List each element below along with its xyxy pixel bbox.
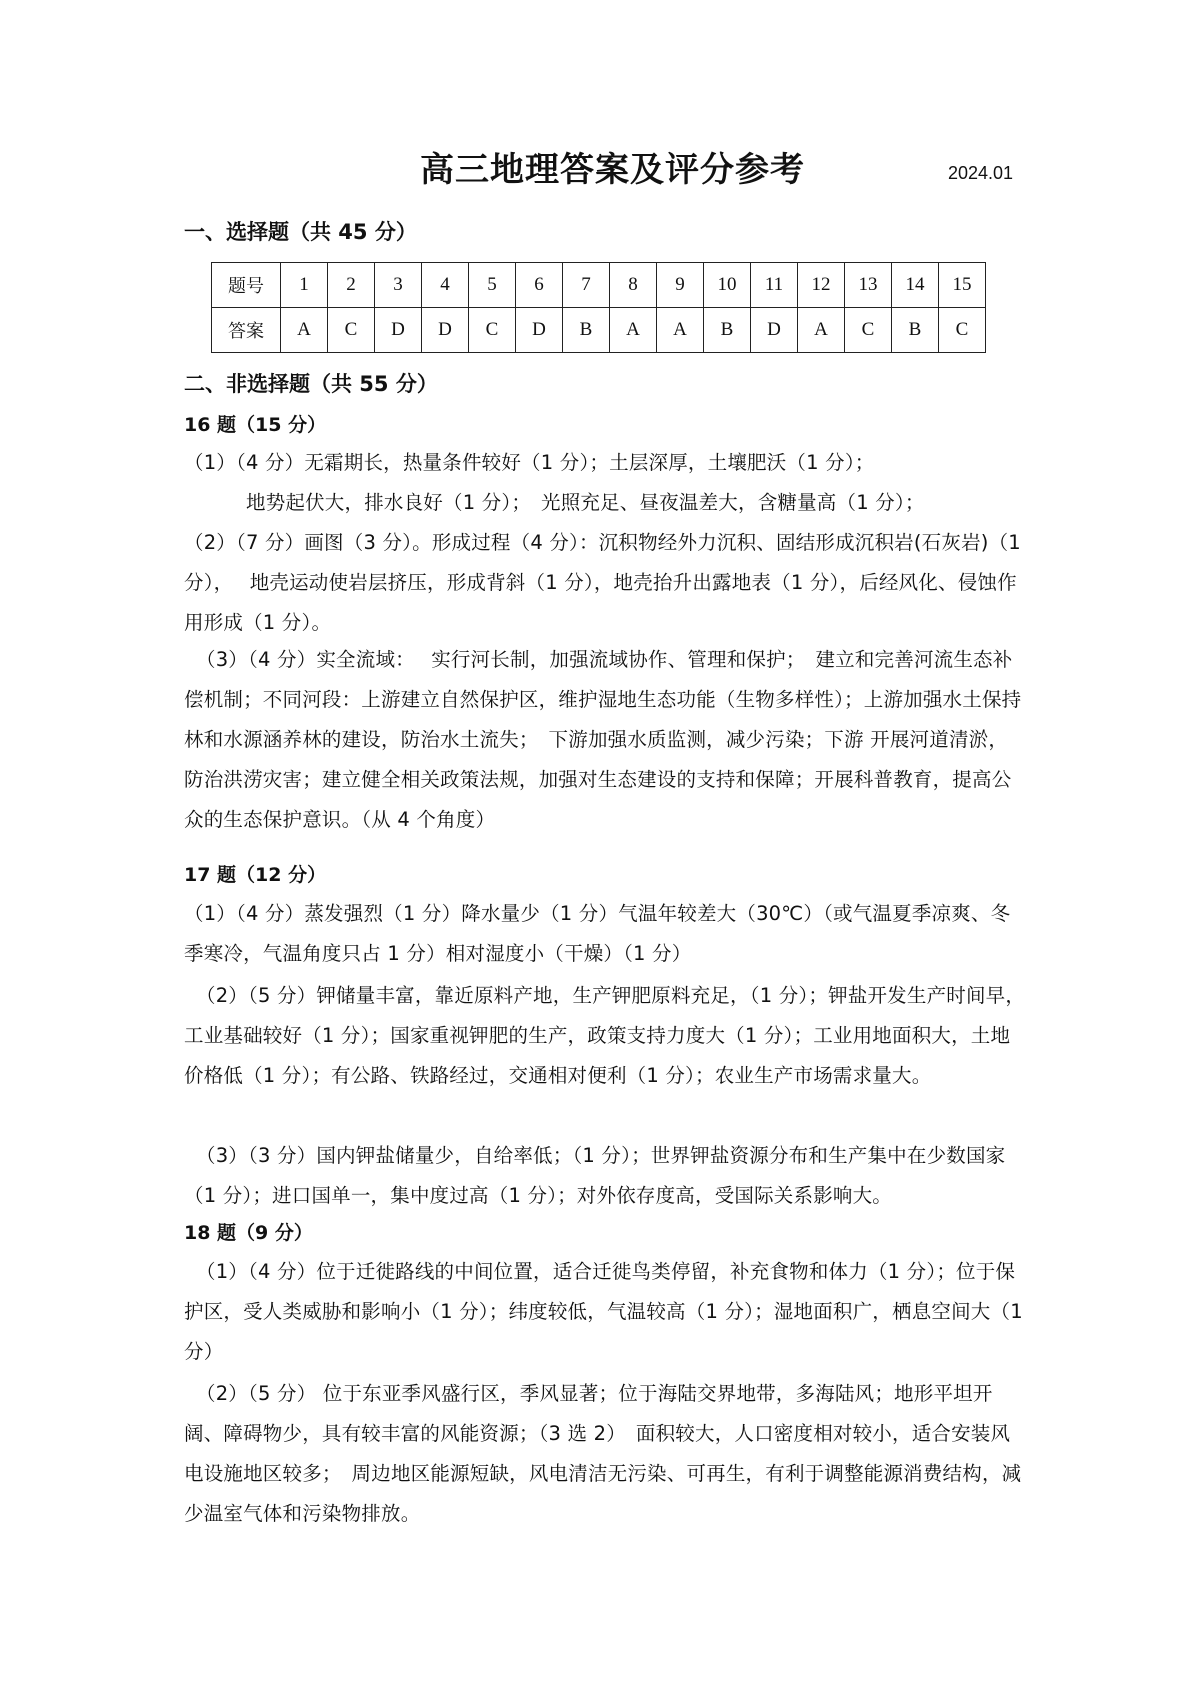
table-cell: C xyxy=(469,308,516,353)
table-cell: 10 xyxy=(704,263,751,308)
table-cell: 14 xyxy=(892,263,939,308)
page-title: 高三地理答案及评分参考 xyxy=(420,150,805,190)
question-18-heading: 18 题（9 分） xyxy=(184,1222,313,1244)
table-cell: 7 xyxy=(563,263,610,308)
table-cell: D xyxy=(751,308,798,353)
table-cell: B xyxy=(704,308,751,353)
table-cell: B xyxy=(892,308,939,353)
question-16-heading: 16 题（15 分） xyxy=(184,414,327,436)
table-cell: 5 xyxy=(469,263,516,308)
table-row-numbers xyxy=(212,263,986,308)
answer-table xyxy=(211,262,986,353)
q17-part2: （2）（5 分）钾储量丰富，靠近原料产地，生产钾肥原料充足，（1 分）；钾盐开发生产时间早，工业基础较好（1 分）；国家重视钾肥的生产，政策支持力度大（1 分）；工业用地面积大，土地价格低（1 分）；有公路、铁路经过，交通相对便利（1 分）；农业生产市场需求量大。 xyxy=(184,984,1026,1087)
q17-part3: （3）（3 分）国内钾盐储量少，自给率低；（1 分）；世界钾盐资源分布和生产集中在少数国家（1 分）；进口国单一，集中度过高（1 分）；对外依存度高，受国际关系影响大。 xyxy=(184,1144,1006,1207)
table-cell: 3 xyxy=(375,263,422,308)
q17-part1: （1）（4 分）蒸发强烈（1 分）降水量少（1 分）气温年较差大（30℃）（或气温夏季凉爽、冬季寒冷，气温角度只占 1 分）相对湿度小（干燥）（1 分） xyxy=(184,902,1011,965)
q18-part2: （2）（5 分） 位于东亚季风盛行区，季风显著；位于海陆交界地带，多海陆风；地形平坦开阔、障碍物少，具有较丰富的风能资源；（3 选 2） 面积较大，人口密度相对较小，适合安装风电设施地区较多； 周边地区能源短缺，风电清洁无污染、可再生，有利于调整能源消费结构，减少温室气体和污染物排放。 xyxy=(184,1382,1022,1525)
q16-part1-line1: （1）（4 分）无霜期长，热量条件较好（1 分）；土层深厚，土壤肥沃（1 分）； xyxy=(184,451,875,474)
table-cell: D xyxy=(422,308,469,353)
table-cell: 1 xyxy=(281,263,328,308)
row-label-answer: 答案 xyxy=(212,308,281,353)
table-cell: 2 xyxy=(328,263,375,308)
q16-part3: （3）（4 分）实全流域： 实行河长制，加强流域协作、管理和保护； 建立和完善河流生态补偿机制；不同河段：上游建立自然保护区，维护湿地生态功能（生物多样性）；上游加强水土保持林和水源涵养林的建设，防治水土流失； 下游加强水质监测，减少污染；下游 开展河道清淤，防治洪涝灾害；建立健全相关政策法规，加强对生态建设的支持和保障；开展科普教育，提高公众的生态保护意识。（从 4 个角度） xyxy=(184,648,1022,831)
table-cell: 6 xyxy=(516,263,563,308)
table-cell: C xyxy=(845,308,892,353)
table-cell: 8 xyxy=(610,263,657,308)
table-cell: 4 xyxy=(422,263,469,308)
q16-part1-line2: 地势起伏大，排水良好（1 分）； 光照充足、昼夜温差大，含糖量高（1 分）； xyxy=(246,491,925,514)
table-cell: C xyxy=(328,308,375,353)
table-cell: A xyxy=(610,308,657,353)
table-cell: A xyxy=(798,308,845,353)
section-multiple-choice-heading: 一、选择题（共 45 分） xyxy=(184,220,417,244)
table-row-answers xyxy=(212,308,986,353)
table-cell: D xyxy=(375,308,422,353)
question-17-heading: 17 题（12 分） xyxy=(184,864,327,886)
date-label: 2024.01 xyxy=(948,163,1014,183)
q18-part1: （1）（4 分）位于迁徙路线的中间位置，适合迁徙鸟类停留，补充食物和体力（1 分）；位于保护区，受人类威胁和影响小（1 分）；纬度较低，气温较高（1 分）；湿地面积广，栖息空间大（1 分） xyxy=(184,1260,1023,1363)
table-cell: 13 xyxy=(845,263,892,308)
row-label-number: 题号 xyxy=(212,263,281,308)
section-non-choice-heading: 二、非选择题（共 55 分） xyxy=(184,372,438,396)
table-cell: A xyxy=(657,308,704,353)
table-cell: A xyxy=(281,308,328,353)
table-cell: B xyxy=(563,308,610,353)
q16-part2: （2）（7 分）画图（3 分）。形成过程（4 分）：沉积物经外力沉积、固结形成沉积岩(石灰岩)（1 分）， 地壳运动使岩层挤压，形成背斜（1 分），地壳抬升出露地表（1 分），后经风化、侵蚀作用形成（1 分）。 xyxy=(184,531,1021,634)
table-cell: 11 xyxy=(751,263,798,308)
table-cell: 15 xyxy=(939,263,986,308)
table-cell: D xyxy=(516,308,563,353)
table-cell: 12 xyxy=(798,263,845,308)
table-cell: 9 xyxy=(657,263,704,308)
table-cell: C xyxy=(939,308,986,353)
